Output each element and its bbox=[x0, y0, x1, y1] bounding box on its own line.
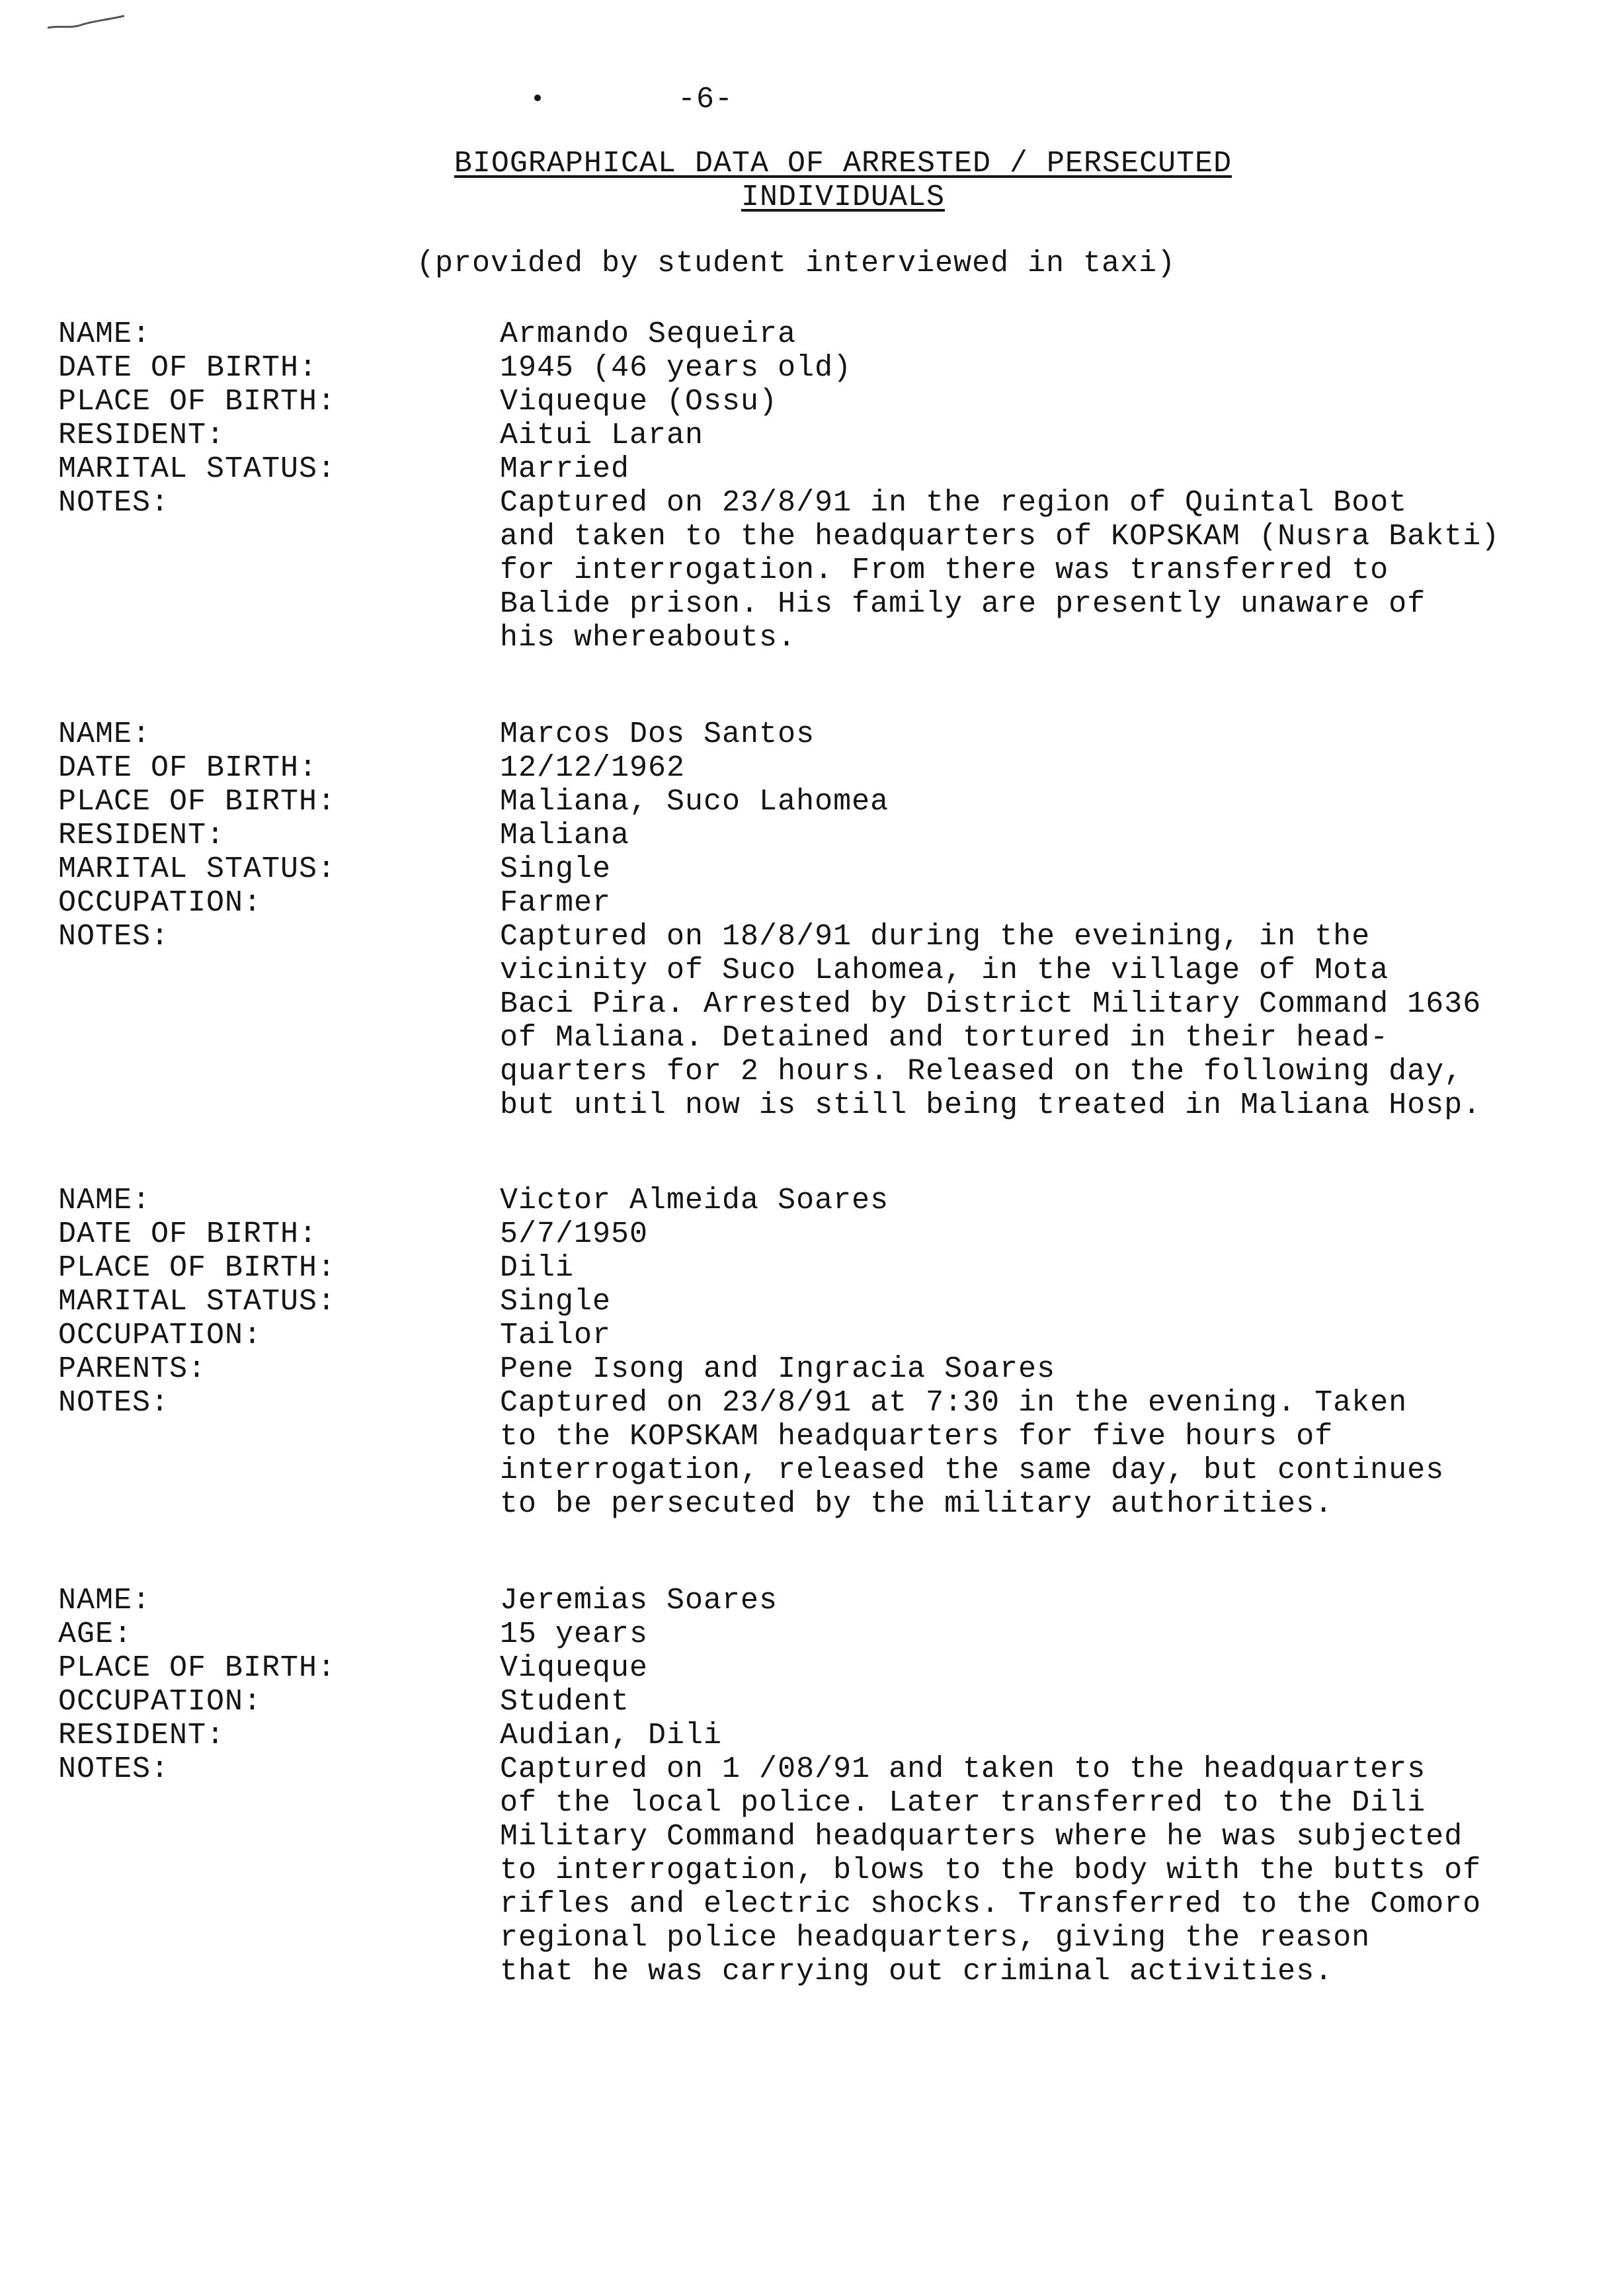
field-value: 15 years bbox=[500, 1618, 649, 1651]
field-label: PLACE OF BIRTH: bbox=[58, 1251, 337, 1285]
field-value: 12/12/1962 bbox=[500, 751, 686, 785]
field-values bbox=[500, 317, 1592, 655]
field-label: NAME: bbox=[58, 317, 151, 351]
field-labels bbox=[58, 317, 500, 655]
field-value: 1945 (46 years old) bbox=[500, 351, 852, 385]
field-label: DATE OF BIRTH: bbox=[58, 351, 318, 385]
notes-line: his whereabouts. bbox=[500, 621, 797, 655]
notes-line: to the KOPSKAM headquarters for five hours of bbox=[500, 1420, 1334, 1454]
field-value: Married bbox=[500, 452, 630, 486]
field-label: OCCUPATION: bbox=[58, 1319, 262, 1352]
field-label: MARITAL STATUS: bbox=[58, 452, 337, 486]
field-label: OCCUPATION: bbox=[58, 886, 262, 920]
field-value: Maliana bbox=[500, 819, 630, 852]
field-values bbox=[500, 718, 1592, 1122]
field-labels bbox=[58, 718, 500, 1122]
field-label: PARENTS: bbox=[58, 1352, 207, 1386]
field-value: Aitui Laran bbox=[500, 419, 704, 452]
notes-line: of Maliana. Detained and tortured in their head- bbox=[500, 1021, 1389, 1055]
field-label: DATE OF BIRTH: bbox=[58, 1217, 318, 1251]
field-label: NAME: bbox=[58, 1184, 151, 1217]
notes-line: Captured on 18/8/91 during the eveining, in the bbox=[500, 920, 1371, 954]
document-title bbox=[420, 147, 1266, 214]
field-value: Viqueque bbox=[500, 1651, 649, 1685]
field-label: NAME: bbox=[58, 718, 151, 751]
field-label: NOTES: bbox=[58, 920, 170, 954]
field-value: Student bbox=[500, 1685, 630, 1719]
field-label: NOTES: bbox=[58, 1386, 170, 1420]
record-jeremias-soares bbox=[58, 1584, 1592, 1988]
field-value: Armando Sequeira bbox=[500, 317, 797, 351]
field-value: Single bbox=[500, 1285, 612, 1319]
notes-line: to be persecuted by the military authorities. bbox=[500, 1487, 1334, 1521]
notes-line: and taken to the headquarters of KOPSKAM (Nusra Bakti) bbox=[500, 520, 1500, 554]
field-labels bbox=[58, 1184, 500, 1521]
field-label: NOTES: bbox=[58, 1752, 170, 1786]
bullet-dot bbox=[534, 95, 541, 101]
field-values bbox=[500, 1184, 1592, 1521]
field-value: 5/7/1950 bbox=[500, 1217, 649, 1251]
notes-line: Captured on 23/8/91 at 7:30 in the evening. Taken bbox=[500, 1386, 1408, 1420]
field-value: Audian, Dili bbox=[500, 1719, 723, 1752]
field-value: Marcos Dos Santos bbox=[500, 718, 815, 751]
field-value: Victor Almeida Soares bbox=[500, 1184, 889, 1217]
notes-line: Captured on 23/8/91 in the region of Quintal Boot bbox=[500, 486, 1408, 520]
title-line-1: BIOGRAPHICAL DATA OF ARRESTED / PERSECUTED bbox=[454, 147, 1232, 181]
field-label: DATE OF BIRTH: bbox=[58, 751, 318, 785]
notes-line: Baci Pira. Arrested by District Military Command 1636 bbox=[500, 987, 1482, 1021]
notes-line: but until now is still being treated in Maliana Hosp. bbox=[500, 1088, 1482, 1122]
field-label: PLACE OF BIRTH: bbox=[58, 1651, 337, 1685]
field-value: Single bbox=[500, 852, 612, 886]
page-number: -6- bbox=[678, 83, 734, 116]
field-value: Tailor bbox=[500, 1319, 612, 1352]
notes-line: quarters for 2 hours. Released on the following day, bbox=[500, 1055, 1463, 1088]
field-label: PLACE OF BIRTH: bbox=[58, 785, 337, 819]
record-marcos-dos-santos bbox=[58, 718, 1592, 1122]
field-label: NAME: bbox=[58, 1584, 151, 1618]
field-values bbox=[500, 1584, 1592, 1988]
title-line-2: INDIVIDUALS bbox=[741, 181, 945, 214]
field-value: Jeremias Soares bbox=[500, 1584, 778, 1618]
notes-line: vicinity of Suco Lahomea, in the village of Mota bbox=[500, 954, 1389, 987]
field-label: RESIDENT: bbox=[58, 1719, 225, 1752]
field-label: RESIDENT: bbox=[58, 419, 225, 452]
field-value: Viqueque (Ossu) bbox=[500, 385, 778, 419]
notes-line: of the local police. Later transferred to the Dili bbox=[500, 1786, 1426, 1820]
notes-line: rifles and electric shocks. Transferred to the Comoro bbox=[500, 1887, 1482, 1921]
notes-line: Military Command headquarters where he was subjected bbox=[500, 1820, 1463, 1854]
document-subtitle: (provided by student interviewed in taxi) bbox=[417, 247, 1176, 280]
notes-line: interrogation, released the same day, but continues bbox=[500, 1454, 1445, 1487]
scan-smudge-mark bbox=[46, 12, 132, 32]
field-value: Farmer bbox=[500, 886, 612, 920]
record-victor-almeida-soares bbox=[58, 1184, 1592, 1521]
field-label: OCCUPATION: bbox=[58, 1685, 262, 1719]
notes-line: that he was carrying out criminal activities. bbox=[500, 1955, 1334, 1988]
field-value: Pene Isong and Ingracia Soares bbox=[500, 1352, 1056, 1386]
notes-line: Balide prison. His family are presently unaware of bbox=[500, 587, 1426, 621]
field-label: MARITAL STATUS: bbox=[58, 852, 337, 886]
notes-line: Captured on 1 /08/91 and taken to the headquarters bbox=[500, 1752, 1426, 1786]
notes-line: to interrogation, blows to the body with the butts of bbox=[500, 1854, 1482, 1887]
notes-line: for interrogation. From there was transferred to bbox=[500, 554, 1389, 587]
field-labels bbox=[58, 1584, 500, 1988]
field-label: AGE: bbox=[58, 1618, 133, 1651]
field-label: MARITAL STATUS: bbox=[58, 1285, 337, 1319]
notes-line: regional police headquarters, giving the reason bbox=[500, 1921, 1371, 1955]
field-value: Maliana, Suco Lahomea bbox=[500, 785, 889, 819]
field-value: Dili bbox=[500, 1251, 575, 1285]
field-label: NOTES: bbox=[58, 486, 170, 520]
record-armando-sequeira bbox=[58, 317, 1592, 655]
field-label: PLACE OF BIRTH: bbox=[58, 385, 337, 419]
field-label: RESIDENT: bbox=[58, 819, 225, 852]
